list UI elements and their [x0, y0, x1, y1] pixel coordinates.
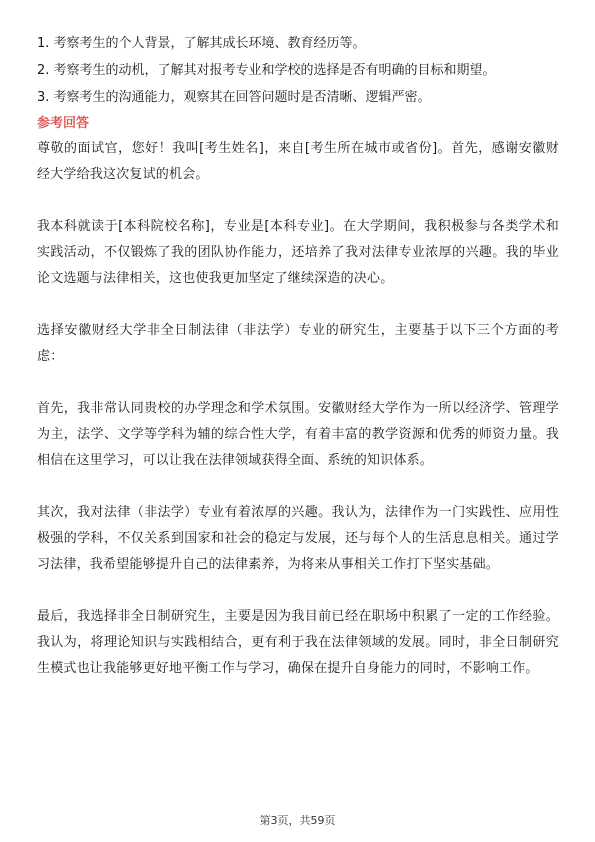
reference-answer-heading: 参考回答	[37, 116, 90, 131]
answer-paragraph-third-reason: 最后，我选择非全日制研究生，主要是因为我目前已经在职场中积累了一定的工作经验。我认为，将理论知识与实践相结合，更有利于我在法律领域的发展。同时，非全日制研究生模式也让我能够更好地平衡工作与学习，确保在提升自身能力的同时，不影响工作。	[37, 609, 559, 676]
answer-paragraph-background: 我本科就读于[本科院校名称]，专业是[本科专业]。在大学期间，我积极参与各类学术和实践活动，不仅锻炼了我的团队协作能力，还培养了我对法律专业浓厚的兴趣。我的毕业论文选题与法律相关，这也使我更加坚定了继续深造的决心。	[37, 219, 559, 286]
answer-paragraph-greeting: 尊敬的面试官，您好！我叫[考生姓名]，来自[考生所在城市或省份]。首先，感谢安徽财经大学给我这次复试的机会。	[37, 141, 559, 182]
answer-paragraph-first-reason: 首先，我非常认同贵校的办学理念和学术氛围。安徽财经大学作为一所以经济学、管理学为主，法学、文学等学科为辅的综合性大学，有着丰富的教学资源和优秀的师资力量。我相信在这里学习，可以让我在法律领域获得全面、系统的知识体系。	[37, 401, 559, 468]
page-number-footer: 第3页，共59页	[259, 814, 336, 827]
evaluation-point-1: 1. 考察考生的个人背景，了解其成长环境、教育经历等。	[37, 36, 366, 51]
page-content	[37, 30, 559, 682]
answer-paragraph-second-reason: 其次，我对法律（非法学）专业有着浓厚的兴趣。我认为，法律作为一门实践性、应用性极强的学科，不仅关系到国家和社会的稳定与发展，还与每个人的生活息息相关。通过学习法律，我希望能够提升自己的法律素养，为将来从事相关工作打下坚实基础。	[37, 505, 559, 572]
evaluation-point-2: 2. 考察考生的动机，了解其对报考专业和学校的选择是否有明确的目标和期望。	[37, 63, 496, 78]
evaluation-point-3: 3. 考察考生的沟通能力，观察其在回答问题时是否清晰、逻辑严密。	[37, 90, 431, 105]
answer-paragraph-reasons-intro: 选择安徽财经大学非全日制法律（非法学）专业的研究生，主要基于以下三个方面的考虑：	[37, 323, 559, 364]
